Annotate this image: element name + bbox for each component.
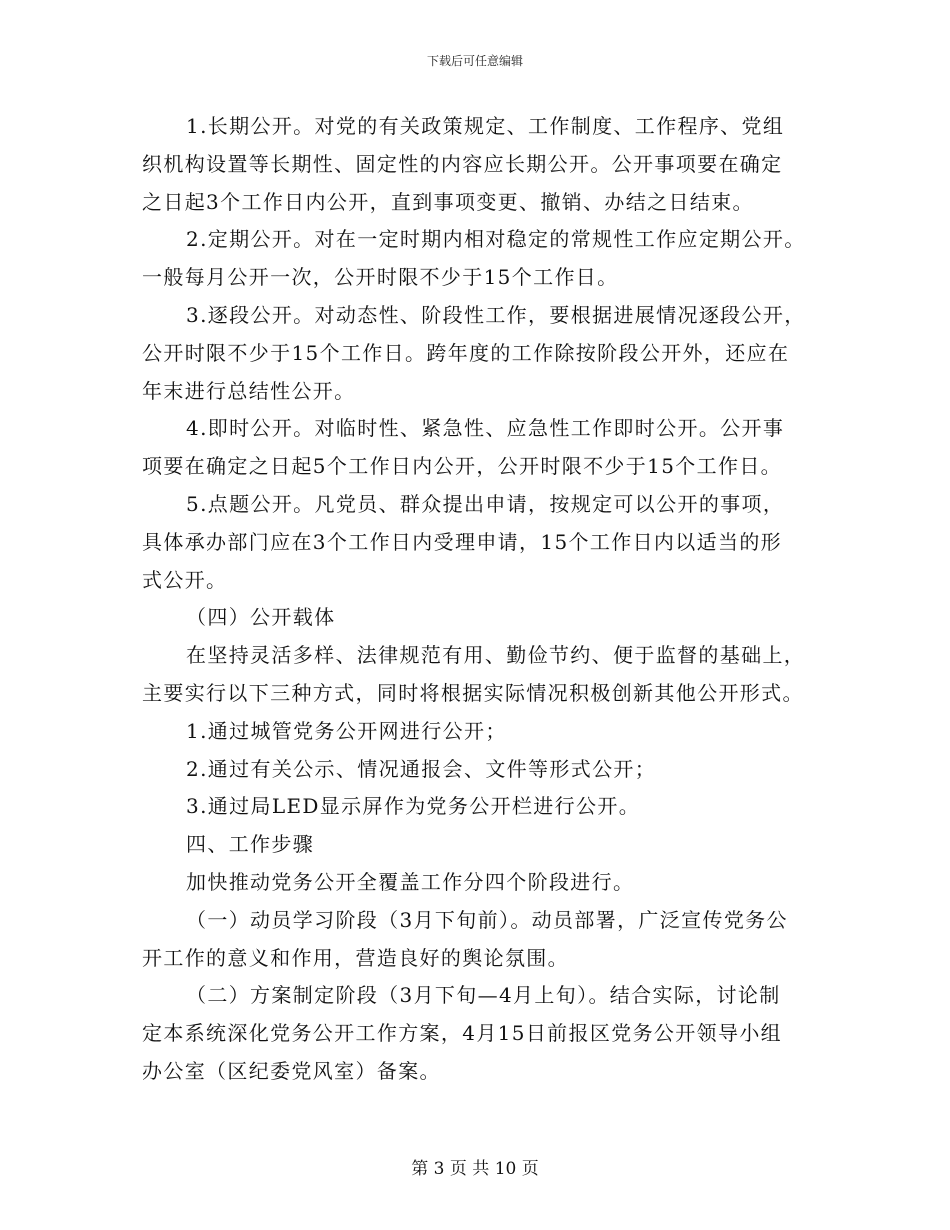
text-line: 之日起3个工作日内公开，直到事项变更、撤销、办结之日结束。	[142, 189, 754, 214]
text-line: 2.定期公开。对在一定时期内相对稳定的常规性工作应定期公开。	[186, 227, 806, 252]
text-line: 一般每月公开一次，公开时限不少于15个工作日。	[142, 265, 619, 290]
text-line: 四、工作步骤	[186, 832, 315, 857]
text-line: 加快推动党务公开全覆盖工作分四个阶段进行。	[186, 869, 635, 894]
text-line: 1.通过城管党务公开网进行公开；	[186, 718, 507, 743]
text-line: 主要实行以下三种方式，同时将根据实际情况积极创新其他公开形式。	[142, 680, 804, 705]
text-line: （二）方案制定阶段（3月下旬—4月上旬）。结合实际，讨论制	[186, 983, 781, 1008]
text-line: 定本系统深化党务公开工作方案，4月15日前报区党务公开领导小组	[142, 1021, 783, 1046]
text-line: 5.点题公开。凡党员、群众提出申请，按规定可以公开的事项，	[186, 491, 785, 516]
text-line: 2.通过有关公示、情况通报会、文件等形式公开；	[186, 756, 657, 781]
text-line: 1.长期公开。对党的有关政策规定、工作制度、工作程序、党组	[186, 114, 785, 138]
text-line: 具体承办部门应在3个工作日内受理申请，15个工作日内以适当的形	[142, 529, 783, 554]
text-line: 4.即时公开。对临时性、紧急性、应急性工作即时公开。公开事	[186, 416, 785, 441]
text-line: 办公室（区纪委党风室）备案。	[142, 1058, 441, 1083]
page-header-note: 下载后可任意编辑	[426, 54, 523, 68]
text-line: （一）动员学习阶段（3月下旬前）。动员部署，广泛宣传党务公	[186, 907, 788, 932]
text-line: 在坚持灵活多样、法律规范有用、勤俭节约、便于监督的基础上，	[186, 643, 806, 668]
text-line: 式公开。	[142, 567, 228, 592]
text-line: 年末进行总结性公开。	[142, 378, 356, 403]
document-body	[142, 108, 812, 1091]
text-line: 3.通过局LED显示屏作为党务公开栏进行公开。	[186, 794, 641, 819]
text-line: 织机构设置等长期性、固定性的内容应长期公开。公开事项要在确定	[142, 151, 783, 176]
text-line: 项要在确定之日起5个工作日内公开，公开时限不少于15个工作日。	[142, 454, 783, 479]
text-line: （四）公开载体	[186, 605, 336, 630]
text-line: 3.逐段公开。对动态性、阶段性工作，要根据进展情况逐段公开，	[186, 302, 806, 327]
text-line: 公开时限不少于15个工作日。跨年度的工作除按阶段公开外，还应在	[142, 340, 790, 365]
page-footer-page-number: 第 3 页 共 10 页	[411, 1159, 539, 1179]
text-line: 开工作的意义和作用，营造良好的舆论氛围。	[142, 945, 569, 970]
